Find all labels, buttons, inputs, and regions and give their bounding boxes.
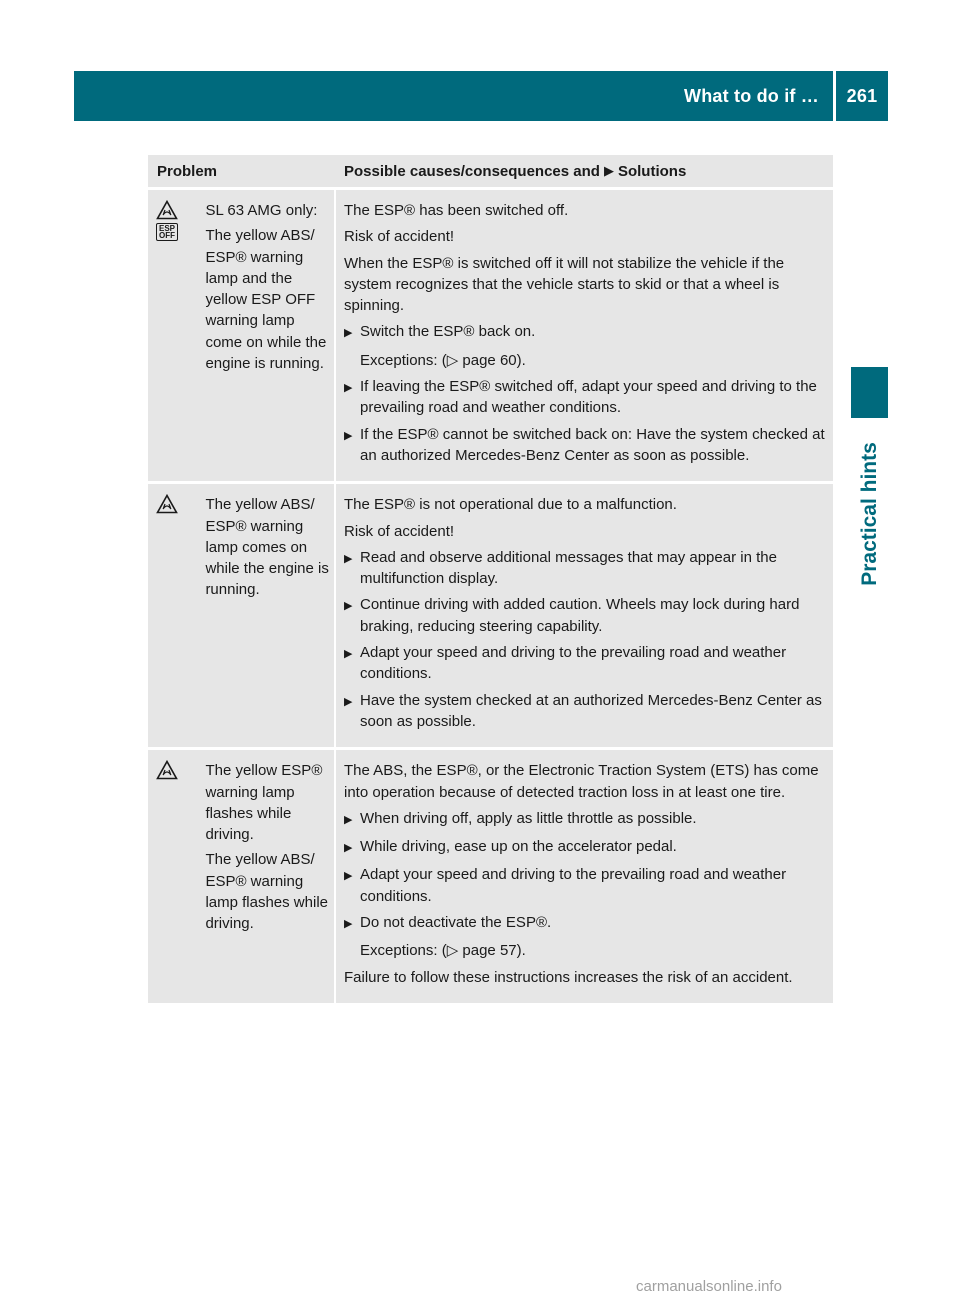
table-row: [148, 190, 833, 484]
warning-triangle-icon: [156, 760, 178, 780]
table-row: [148, 484, 833, 750]
step-arrow-icon: ▶: [344, 695, 353, 708]
problem-icons: [156, 760, 205, 993]
problem-text: [205, 494, 334, 737]
solution-step: [344, 376, 829, 419]
step-arrow-icon: ▶: [344, 552, 353, 565]
problem-cell: [148, 484, 336, 747]
step-text: Adapt your speed and driving to the prevailing road and weather conditions.: [360, 644, 787, 683]
page-number: 261: [846, 85, 878, 106]
step-arrow-icon: ▶: [344, 918, 353, 931]
solution-step: [344, 642, 829, 685]
step-arrow-icon: ▶: [344, 842, 353, 855]
cause-line: The ESP® has been switched off.: [344, 202, 569, 219]
problem-icons: [156, 200, 205, 471]
problem-line: SL 63 AMG only:: [205, 202, 318, 219]
step-text: When driving off, apply as little throttle as possible.: [360, 809, 697, 827]
table-header: [148, 155, 833, 190]
header-title: What to do if …: [684, 85, 819, 106]
exception-note: Exceptions: (▷ page 57).: [360, 942, 526, 960]
cause-line: When the ESP® is switched off it will not stabilize the vehicle if the system recognizes that the vehicle starts to skid or that a wheel is spinning.: [344, 254, 785, 315]
side-tab: [851, 424, 888, 604]
cause-line: The ABS, the ESP®, or the Electronic Traction System (ETS) has come into operation because of detected traction loss in at least one tire.: [344, 762, 819, 801]
step-arrow-icon: ▶: [344, 648, 353, 661]
step-text: Read and observe additional messages that may appear in the multifunction display.: [360, 548, 777, 588]
arrow-right-icon: ▶: [603, 163, 614, 178]
table-row: [148, 750, 833, 1006]
solution-step: [344, 321, 829, 344]
problem-cell: [148, 750, 336, 1003]
solutions-cell: [336, 190, 833, 481]
side-tab-label: Practical hints: [857, 442, 881, 586]
problem-icons: [156, 494, 205, 737]
step-text: Have the system checked at an authorized Mercedes-Benz Center as soon as possible.: [360, 691, 822, 730]
problem-line: The yellow ABS/ ESP® warning lamp flashes while driving.: [205, 851, 328, 933]
footer-note: Failure to follow these instructions increases the risk of an accident.: [344, 968, 793, 986]
header-title-box: [74, 71, 833, 121]
step-text: Do not deactivate the ESP®.: [360, 914, 552, 932]
troubleshooting-table: [148, 155, 833, 1006]
solution-step: [344, 912, 829, 935]
problem-text: [205, 200, 334, 471]
step-arrow-icon: ▶: [344, 870, 353, 883]
header-page-box: [836, 71, 888, 121]
problem-text: [205, 760, 334, 993]
step-arrow-icon: ▶: [344, 429, 353, 442]
step-text: If leaving the ESP® switched off, adapt your speed and driving to the prevailing road and weather conditions.: [360, 378, 817, 417]
column-header-solutions-label: Solutions: [617, 162, 687, 180]
problem-line: The yellow ESP® warning lamp flashes while driving.: [205, 762, 323, 844]
page-header: [74, 71, 888, 121]
step-arrow-icon: ▶: [344, 813, 353, 826]
step-arrow-icon: ▶: [344, 600, 353, 613]
solution-step: [344, 808, 829, 831]
step-arrow-icon: ▶: [344, 382, 353, 395]
column-header-causes: Possible causes/consequences and: [344, 162, 600, 180]
side-tab-marker: [851, 367, 888, 418]
step-text: While driving, ease up on the accelerator pedal.: [360, 838, 677, 856]
problem-line: The yellow ABS/ ESP® warning lamp and the yellow ESP OFF warning lamp come on while the engine is running.: [205, 227, 327, 373]
solutions-cell: [336, 484, 833, 747]
solution-step: [344, 864, 829, 907]
step-text: If the ESP® cannot be switched back on: Have the system checked at an authorized Mercedes-Benz Center as soon as possible.: [360, 425, 825, 464]
step-text: Adapt your speed and driving to the prevailing road and weather conditions.: [360, 866, 787, 905]
solution-step: [344, 547, 829, 590]
watermark: carmanualsonline.info: [636, 1278, 782, 1295]
step-text: Switch the ESP® back on.: [360, 323, 536, 341]
cause-line: The ESP® is not operational due to a malfunction.: [344, 496, 677, 514]
esp-off-icon: ESP OFF: [156, 223, 178, 241]
step-text: Continue driving with added caution. Wheels may lock during hard braking, reducing steering capability.: [360, 596, 800, 635]
solution-step: [344, 690, 829, 733]
warning-triangle-icon: [156, 494, 178, 514]
solutions-cell: [336, 750, 833, 1003]
cause-line: Risk of accident!: [344, 228, 455, 246]
solution-step: [344, 424, 829, 467]
solution-step: [344, 594, 829, 637]
solution-step: [344, 836, 829, 859]
column-header-solutions: [336, 163, 686, 180]
cause-line: Risk of accident!: [344, 522, 455, 540]
column-header-problem: Problem: [157, 162, 218, 180]
exception-note: Exceptions: (▷ page 60).: [360, 351, 526, 369]
step-arrow-icon: ▶: [344, 327, 353, 340]
warning-triangle-icon: [156, 200, 178, 220]
problem-line: The yellow ABS/ ESP® warning lamp comes on while the engine is running.: [205, 496, 329, 599]
problem-cell: [148, 190, 336, 481]
